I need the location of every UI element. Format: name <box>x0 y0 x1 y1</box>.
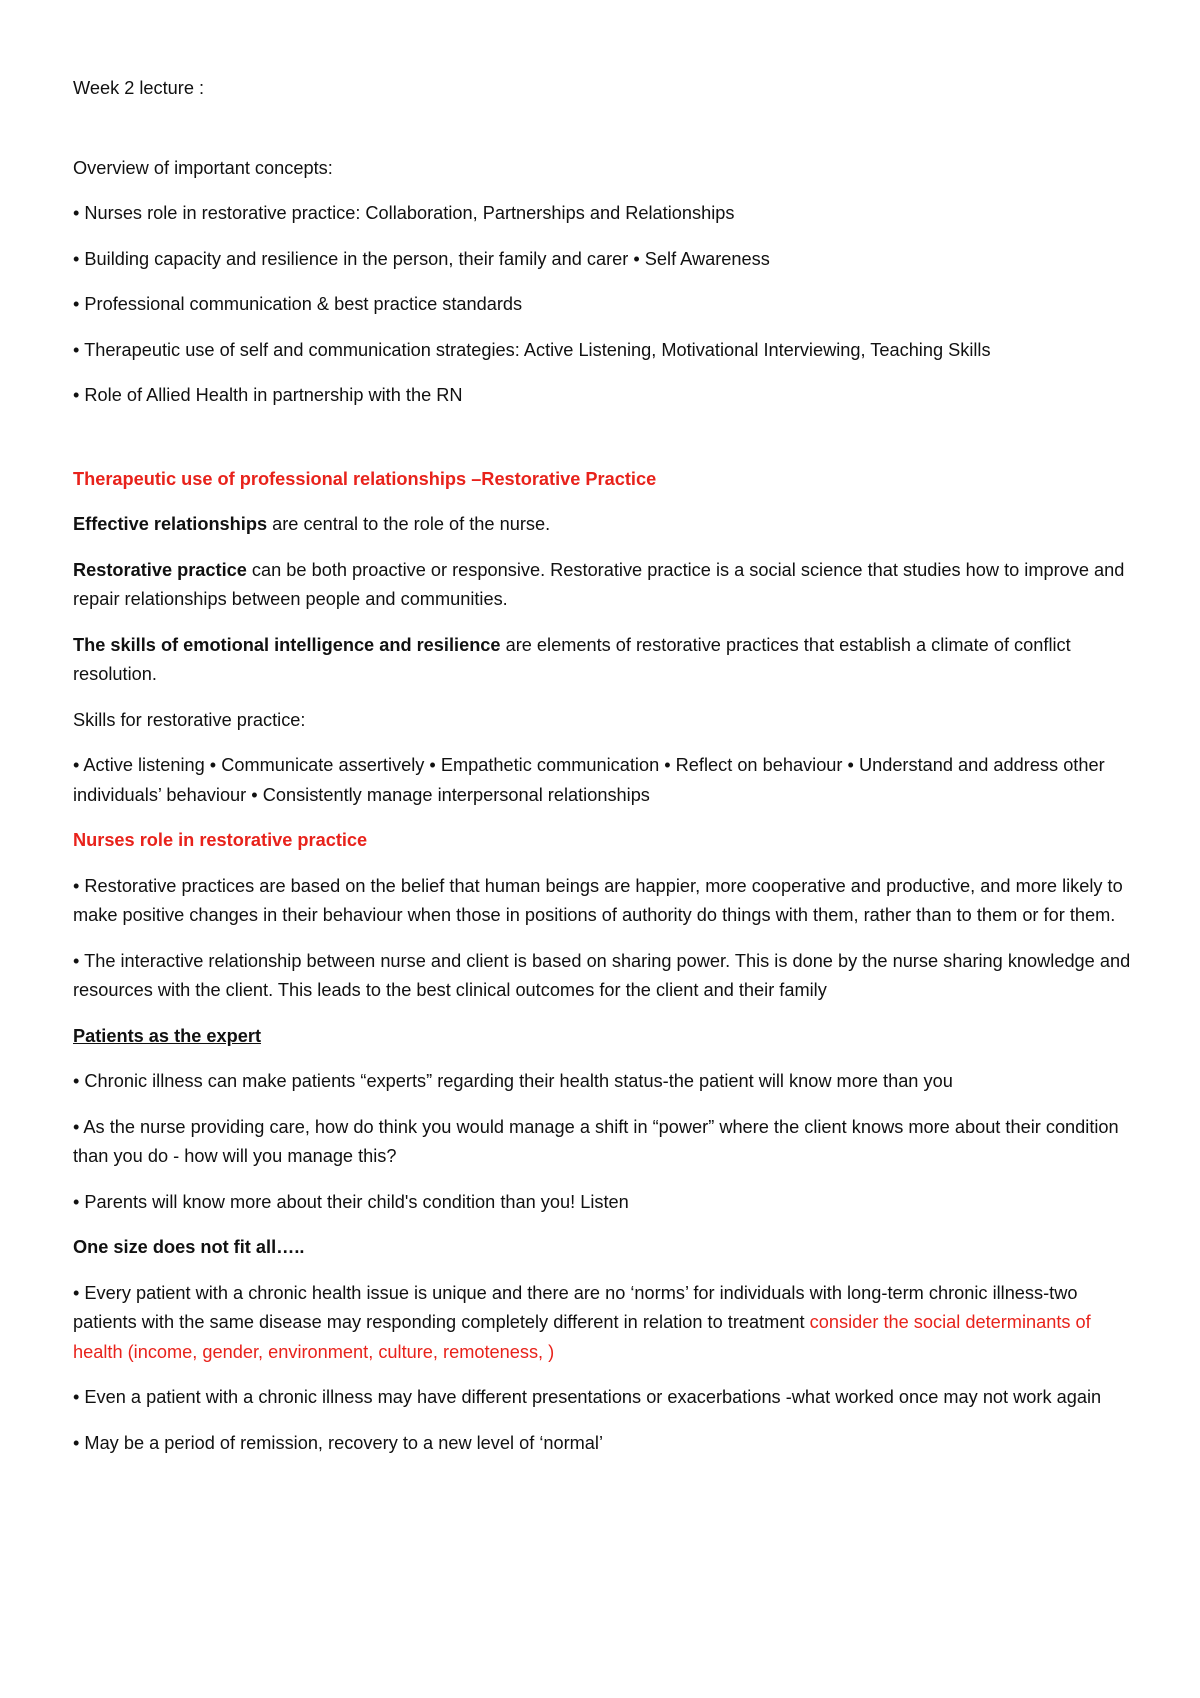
section-heading-nurses-role: Nurses role in restorative practice <box>73 830 368 850</box>
paragraph-restorative-practice <box>73 556 1138 615</box>
overview-bullet-3: • Professional communication & best practice standards <box>73 294 523 314</box>
one-size-bullet-1 <box>73 1279 1138 1368</box>
skills-label: Skills for restorative practice: <box>73 709 306 730</box>
highlighted-text: consider the social determinants of health (income, gender, environment, culture, remoteness, ) <box>73 1312 1091 1362</box>
skills-list: • Active listening • Communicate assertively • Empathetic communication • Reflect on behaviour • Understand and address other individuals’ behaviour • Consistently manage interpersonal relationships <box>73 755 1105 805</box>
one-size-bullet-3: • May be a period of remission, recovery to a new level of ‘normal’ <box>73 1432 603 1453</box>
section-heading-one-size: One size does not fit all….. <box>73 1237 305 1257</box>
nurses-role-bullet-1: • Restorative practices are based on the belief that human beings are happier, more cooperative and productive, and more likely to make positive changes in their behaviour when those in positions of authority do things with them, rather than to them or for them. <box>73 875 1123 925</box>
section-heading-patients-expert: Patients as the expert <box>73 1025 262 1046</box>
document-body <box>73 74 1138 1474</box>
overview-bullet-2: • Building capacity and resilience in the person, their family and carer • Self Awareness <box>73 248 770 269</box>
one-size-bullet-2: • Even a patient with a chronic illness may have different presentations or exacerbations -what worked once may not work again <box>73 1387 1102 1407</box>
patients-expert-bullet-1: • Chronic illness can make patients “experts” regarding their health status-the patient will know more than you <box>73 1071 953 1091</box>
section-heading-restorative-practice: Therapeutic use of professional relationships –Restorative Practice <box>73 468 657 489</box>
nurses-role-bullet-2: • The interactive relationship between nurse and client is based on sharing power. This is done by the nurse sharing knowledge and resources with the client. This leads to the best clinical outcomes for the client and their family <box>73 950 1131 1000</box>
bold-term: Restorative practice <box>73 559 247 580</box>
overview-bullet-1: • Nurses role in restorative practice: Collaboration, Partnerships and Relationships <box>73 203 735 223</box>
overview-bullet-4: • Therapeutic use of self and communication strategies: Active Listening, Motivational Interviewing, Teaching Skills <box>73 339 991 360</box>
spacer <box>73 104 1138 154</box>
paragraph-text: are central to the role of the nurse. <box>267 514 551 534</box>
patients-expert-bullet-3: • Parents will know more about their child's condition than you! Listen <box>73 1191 629 1212</box>
overview-heading: Overview of important concepts: <box>73 157 333 178</box>
overview-bullet-5: • Role of Allied Health in partnership with the RN <box>73 385 463 405</box>
paragraph-text: are elements of restorative practices that establish a climate of conflict resolution. <box>73 634 1071 684</box>
paragraph-emotional-intelligence <box>73 631 1138 690</box>
bold-term: Effective relationships <box>73 514 268 534</box>
document-title: Week 2 lecture : <box>73 78 205 98</box>
paragraph-text: • Every patient with a chronic health issue is unique and there are no ‘norms’ for individuals with long-term chronic illness-two patients with the same disease may responding completely different in relation to treatment <box>73 1282 1078 1332</box>
paragraph-effective-relationships <box>73 510 1138 540</box>
patients-expert-bullet-2: • As the nurse providing care, how do think you would manage a shift in “power” where the client knows more about their condition than you do - how will you manage this? <box>73 1116 1119 1166</box>
paragraph-text: can be both proactive or responsive. Restorative practice is a social science that studies how to improve and repair relationships between people and communities. <box>73 559 1125 609</box>
bold-term: The skills of emotional intelligence and resilience <box>73 634 501 655</box>
spacer <box>73 427 1138 465</box>
